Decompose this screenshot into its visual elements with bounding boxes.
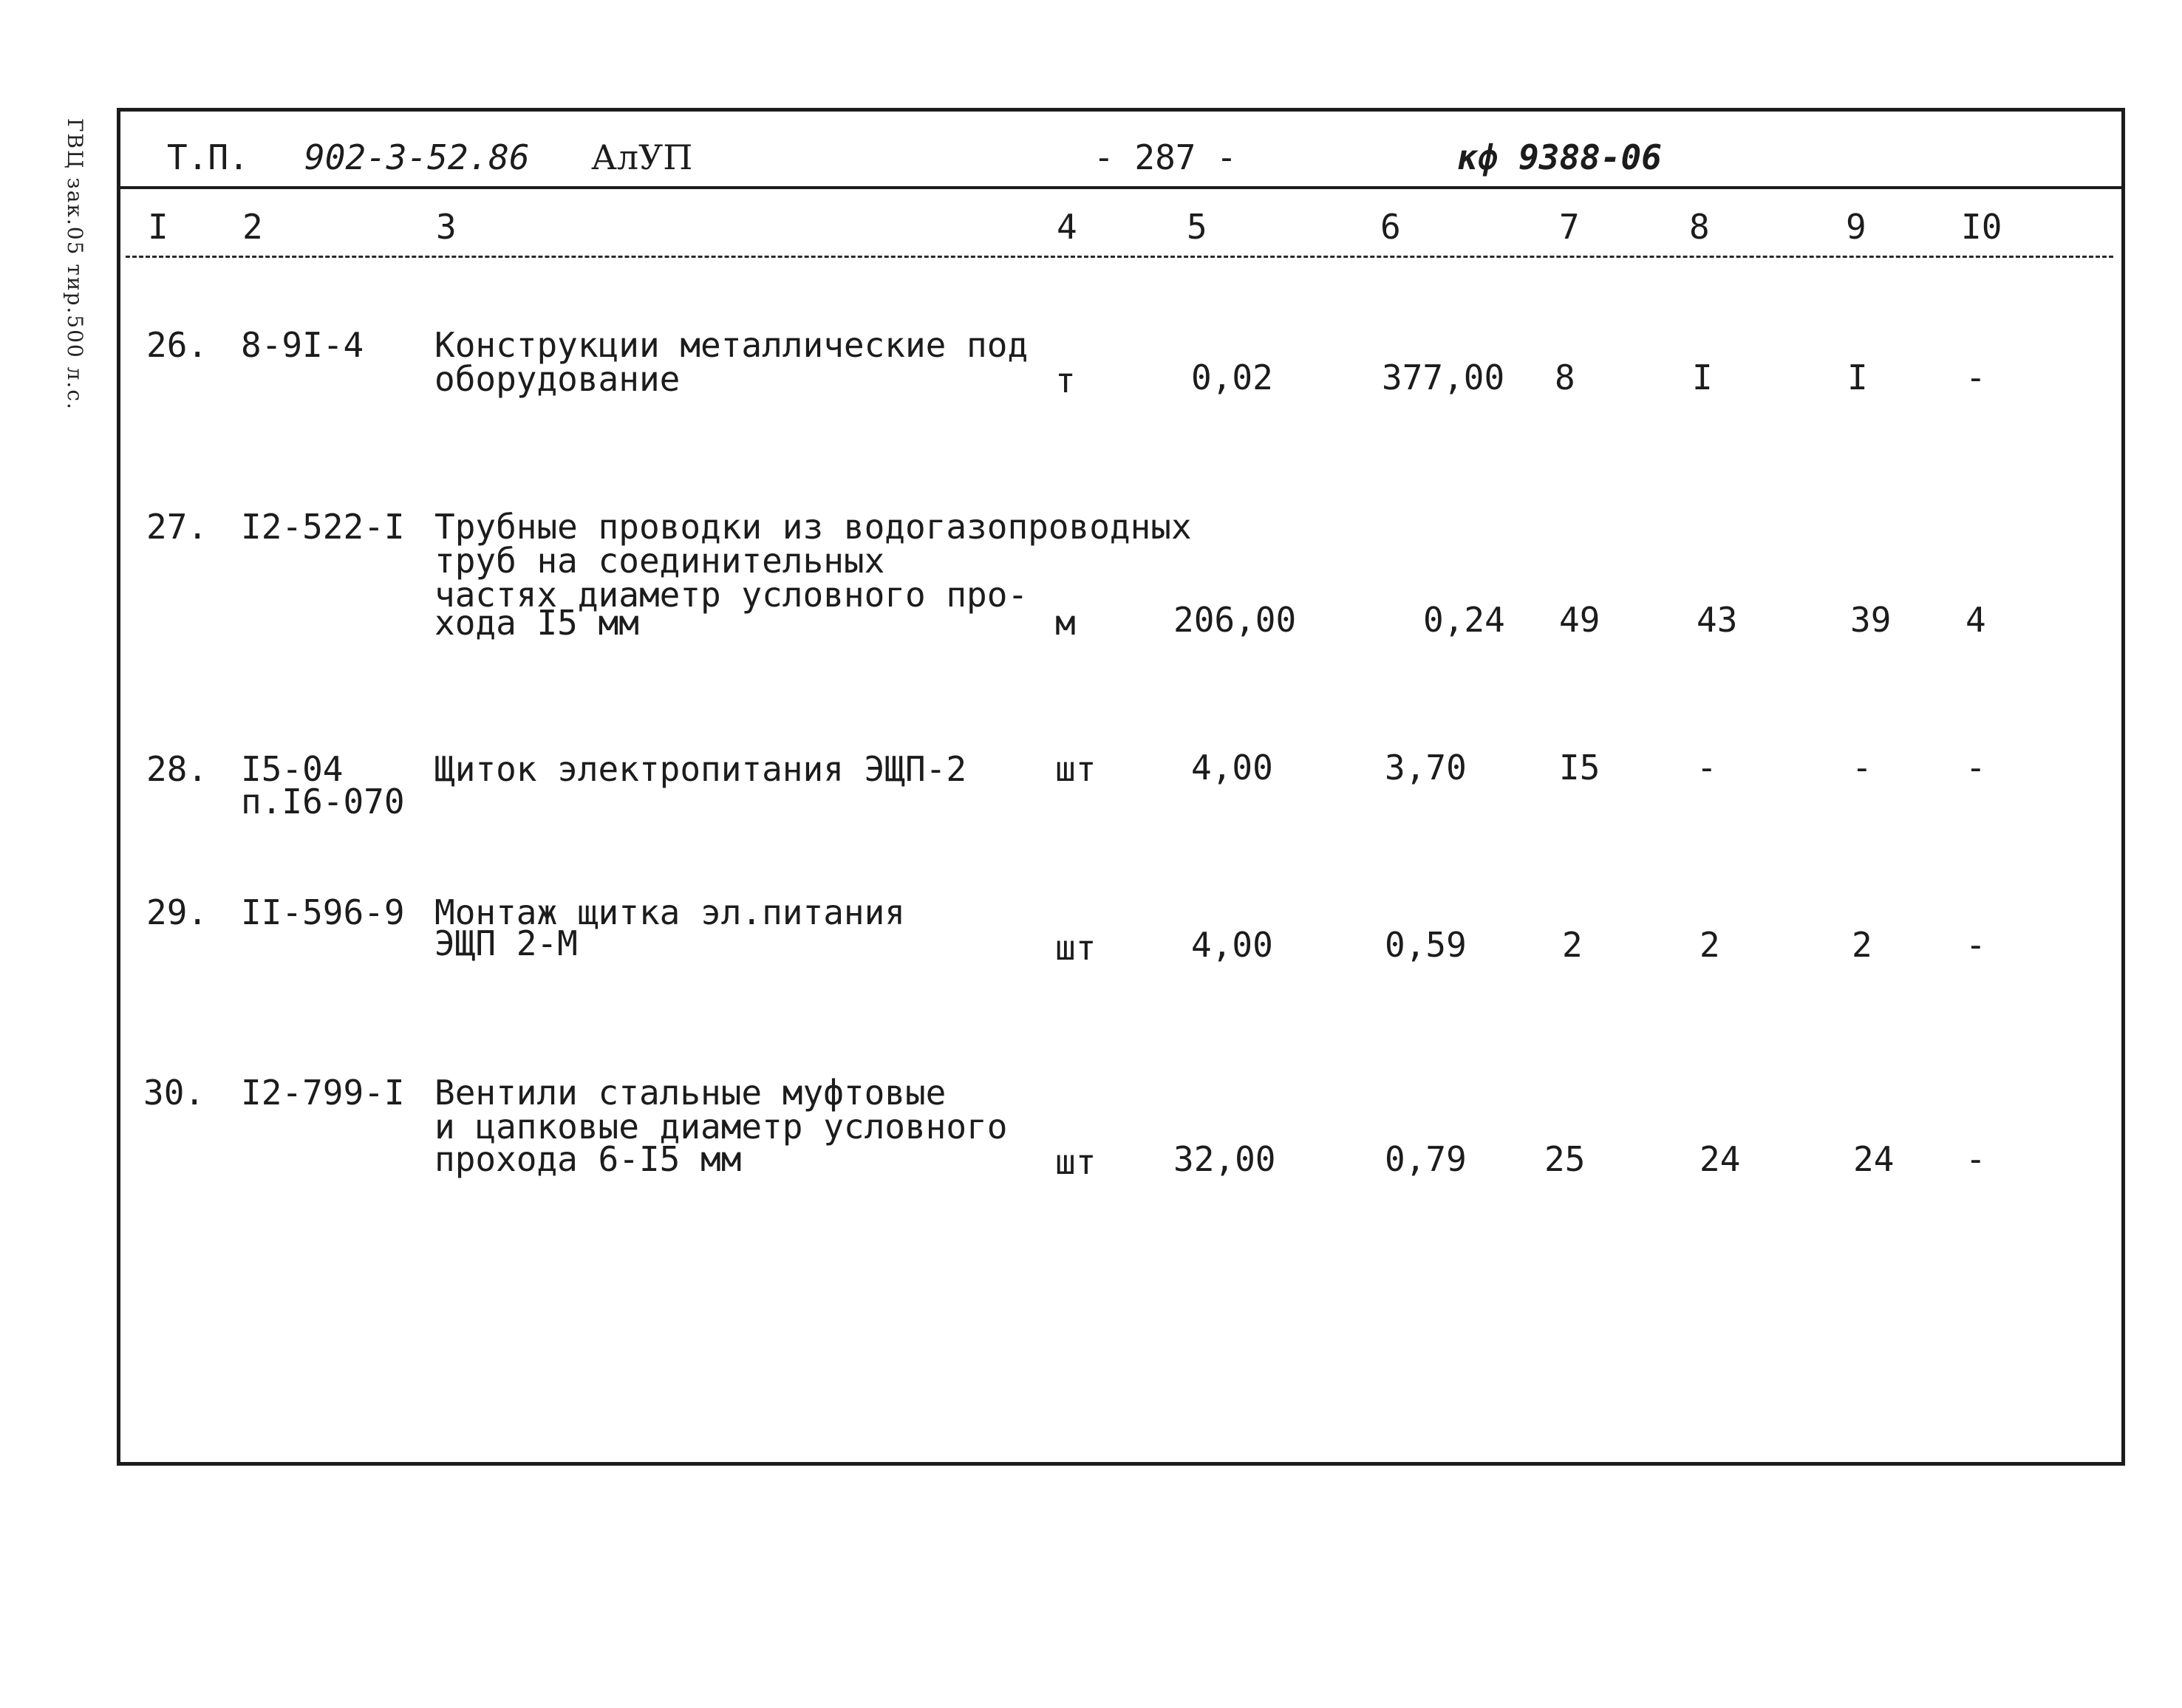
row-code-line2: п.I6-070 (241, 782, 405, 821)
row-number: 27. (146, 507, 208, 547)
row-col7: 25 (1544, 1139, 1586, 1179)
row-number: 28. (146, 749, 208, 789)
row-description-line: Трубные проводки из водогазопроводных (434, 507, 1192, 547)
row-number: 30. (143, 1073, 205, 1113)
col-number-9: 9 (1846, 207, 1866, 247)
row-price: 0,59 (1385, 925, 1467, 965)
row-number: 26. (146, 325, 208, 365)
row-col7: 49 (1559, 600, 1600, 640)
row-col10: - (1965, 748, 1986, 788)
row-price: 377,00 (1382, 358, 1505, 397)
row-description-line: оборудование (434, 359, 681, 399)
row-unit: шт (1055, 928, 1097, 968)
row-col9: 24 (1853, 1139, 1895, 1179)
sidebar-stamp (61, 118, 90, 532)
row-col9: - (1852, 748, 1872, 788)
row-description-line: хода I5 мм (434, 603, 639, 643)
row-col8: 24 (1699, 1139, 1741, 1179)
row-col10: - (1965, 358, 1986, 397)
row-description-line: прохода 6-I5 мм (434, 1139, 742, 1179)
stamp-text: ГВЦ зак.05 тир.500 л.с. (63, 118, 87, 411)
row-description-line: и цапковые диаметр условного (434, 1107, 1008, 1147)
row-col7: I5 (1559, 748, 1600, 788)
col-number-5: 5 (1187, 207, 1207, 247)
row-quantity: 206,00 (1173, 600, 1297, 640)
row-number: 29. (146, 892, 208, 932)
row-col8: 2 (1699, 925, 1720, 965)
row-price: 0,24 (1423, 600, 1505, 640)
row-code: 8-9I-4 (241, 325, 364, 365)
row-description-line: Конструкции металлические под (434, 325, 1029, 365)
col-number-4: 4 (1057, 207, 1077, 247)
row-description-line: частях диаметр условного про- (434, 575, 1029, 615)
header-section: АлУП (591, 137, 693, 177)
row-description-line: Вентили стальные муфтовые (434, 1073, 947, 1113)
row-price: 0,79 (1385, 1139, 1467, 1179)
row-code: I5-04 (241, 749, 344, 789)
row-col10: - (1965, 1139, 1986, 1179)
row-quantity: 32,00 (1173, 1139, 1276, 1179)
header-project-number: 902-3-52.86 (304, 137, 530, 177)
header-code: кф 9388-06 (1457, 137, 1662, 177)
header-page-number: - 287 - (1094, 137, 1237, 177)
row-col9: 39 (1850, 600, 1892, 640)
row-code: I2-522-I (241, 507, 405, 547)
col-number-8: 8 (1689, 207, 1710, 247)
col-number-6: 6 (1380, 207, 1401, 247)
row-description-line: ЭЩП 2-М (434, 923, 578, 963)
row-col9: I (1847, 358, 1868, 397)
row-col9: 2 (1852, 925, 1872, 965)
row-quantity: 0,02 (1191, 358, 1273, 397)
col-number-3: 3 (436, 207, 457, 247)
row-col10: - (1965, 925, 1986, 965)
row-description-line: труб на соединительных (434, 541, 885, 581)
row-col8: 43 (1697, 600, 1738, 640)
header-tp: Т.П. (167, 137, 249, 177)
row-col8: - (1697, 748, 1717, 788)
col-number-10: I0 (1961, 207, 2002, 247)
col-number-2: 2 (242, 207, 263, 247)
row-col10: 4 (1965, 600, 1986, 640)
row-col7: 2 (1562, 925, 1583, 965)
row-col8: I (1692, 358, 1713, 397)
col-number-7: 7 (1559, 207, 1580, 247)
row-price: 3,70 (1385, 748, 1467, 788)
row-unit: т (1055, 361, 1076, 400)
row-quantity: 4,00 (1191, 925, 1273, 965)
col-number-1: I (148, 207, 168, 247)
row-col7: 8 (1555, 358, 1575, 397)
row-code: I2-799-I (241, 1073, 405, 1113)
row-code: II-596-9 (241, 892, 405, 932)
row-unit: шт (1055, 1142, 1097, 1182)
row-description-line: Щиток электропитания ЭЩП-2 (434, 749, 967, 789)
row-description-line: Монтаж щитка эл.питания (434, 892, 905, 932)
row-quantity: 4,00 (1191, 748, 1273, 788)
row-unit: м (1055, 603, 1076, 643)
row-unit: шт (1055, 749, 1097, 789)
